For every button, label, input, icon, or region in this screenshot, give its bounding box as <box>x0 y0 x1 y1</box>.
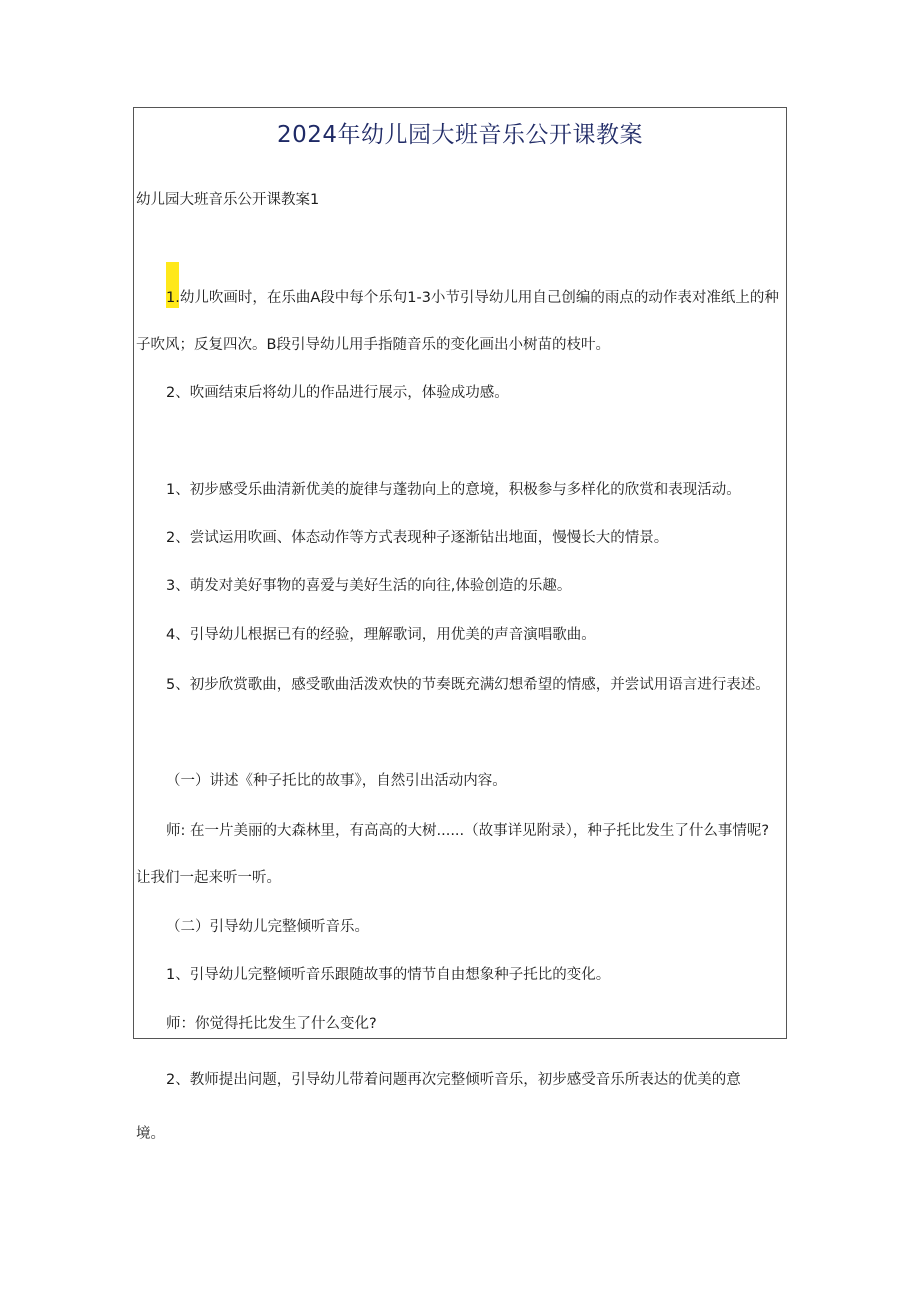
paragraph-line: 境。 <box>136 1126 165 1142</box>
paragraph-line: 2、教师提出问题，引导幼儿带着问题再次完整倾听音乐，初步感受音乐所表达的优美的意 <box>166 1072 741 1088</box>
paragraph-line: 1、初步感受乐曲清新优美的旋律与蓬勃向上的意境，积极参与多样化的欣赏和表现活动。 <box>166 482 741 498</box>
paragraph-line: 2、尝试运用吹画、体态动作等方式表现种子逐渐钻出地面，慢慢长大的情景。 <box>166 530 669 546</box>
paragraph-line: 师：你觉得托比发生了什么变化? <box>166 1016 377 1032</box>
document-frame <box>133 107 787 1039</box>
paragraph-line: 1、引导幼儿完整倾听音乐跟随故事的情节自由想象种子托比的变化。 <box>166 967 611 983</box>
paragraph-line: 师: 在一片美丽的大森林里，有高高的大树......（故事详见附录），种子托比发生了什么事情呢? <box>166 823 770 839</box>
paragraph-line: 3、萌发对美好事物的喜爱与美好生活的向往,体验创造的乐趣。 <box>166 578 572 594</box>
paragraph-line: 5、初步欣赏歌曲，感受歌曲活泼欢快的节奏既充满幻想希望的情感，并尝试用语言进行表述。 <box>166 677 770 693</box>
paragraph-line: 4、引导幼儿根据已有的经验，理解歌词，用优美的声音演唱歌曲。 <box>166 627 596 643</box>
paragraph-line: （一）讲述《种子托比的故事》，自然引出活动内容。 <box>166 773 507 789</box>
paragraph-line: （二）引导幼儿完整倾听音乐。 <box>166 919 369 935</box>
paragraph-line: 让我们一起来听一听。 <box>136 870 281 886</box>
paragraph-line: 子吹风；反复四次。B段引导幼儿用手指随音乐的变化画出小树苗的枝叶。 <box>136 337 610 353</box>
section-heading: 幼儿园大班音乐公开课教案1 <box>136 192 320 208</box>
document-title: 2024年幼儿园大班音乐公开课教案 <box>276 122 644 148</box>
paragraph-line: 1.幼儿吹画时，在乐曲A段中每个乐句1-3小节引导幼儿用自己创编的雨点的动作表对准纸上的种 <box>166 290 779 306</box>
paragraph-line: 2、吹画结束后将幼儿的作品进行展示，体验成功感。 <box>166 385 509 401</box>
